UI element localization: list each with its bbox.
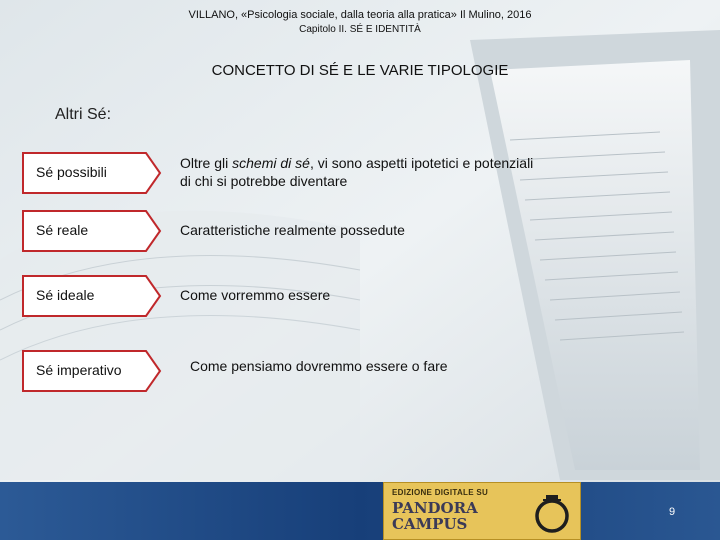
pandora-jar-icon <box>532 491 572 533</box>
category-label: Sé reale <box>36 222 89 238</box>
slide-title: CONCETTO DI SÉ E LE VARIE TIPOLOGIE <box>211 62 509 79</box>
category-box-se-reale <box>22 210 160 250</box>
logo-name <box>392 500 478 532</box>
header-chapter: Capitolo II. SÉ E IDENTITÀ <box>299 24 421 35</box>
pandora-campus-logo <box>383 482 581 540</box>
logo-name-line: CAMPUS <box>392 515 468 533</box>
page-number: 9 <box>668 506 676 518</box>
desc-text: Oltre gli <box>180 155 233 171</box>
category-label: Sé possibili <box>36 164 107 180</box>
section-subtitle: Altri Sé: <box>55 106 112 123</box>
header-citation: VILLANO, «Psicologia sociale, dalla teoria alla pratica» Il Mulino, 2016 <box>188 9 532 21</box>
category-description: Come vorremmo essere <box>180 287 331 303</box>
logo-top-text: EDIZIONE DIGITALE SU <box>392 488 489 497</box>
desc-emphasis: schemi di sé <box>232 155 310 171</box>
category-description <box>180 154 533 190</box>
desc-text: , vi sono aspetti ipotetici e potenziali <box>309 155 534 171</box>
category-box-se-ideale <box>22 275 160 315</box>
category-label: Sé imperativo <box>36 362 122 378</box>
category-description: Come pensiamo dovremmo essere o fare <box>190 358 448 374</box>
category-description: Caratteristiche realmente possedute <box>180 222 405 238</box>
desc-text: di chi si potrebbe diventare <box>180 173 348 189</box>
category-box-se-imperativo <box>22 350 160 390</box>
category-box-se-possibili <box>22 152 160 192</box>
logo-name-line: PANDORA <box>392 499 478 517</box>
category-label: Sé ideale <box>36 287 95 303</box>
